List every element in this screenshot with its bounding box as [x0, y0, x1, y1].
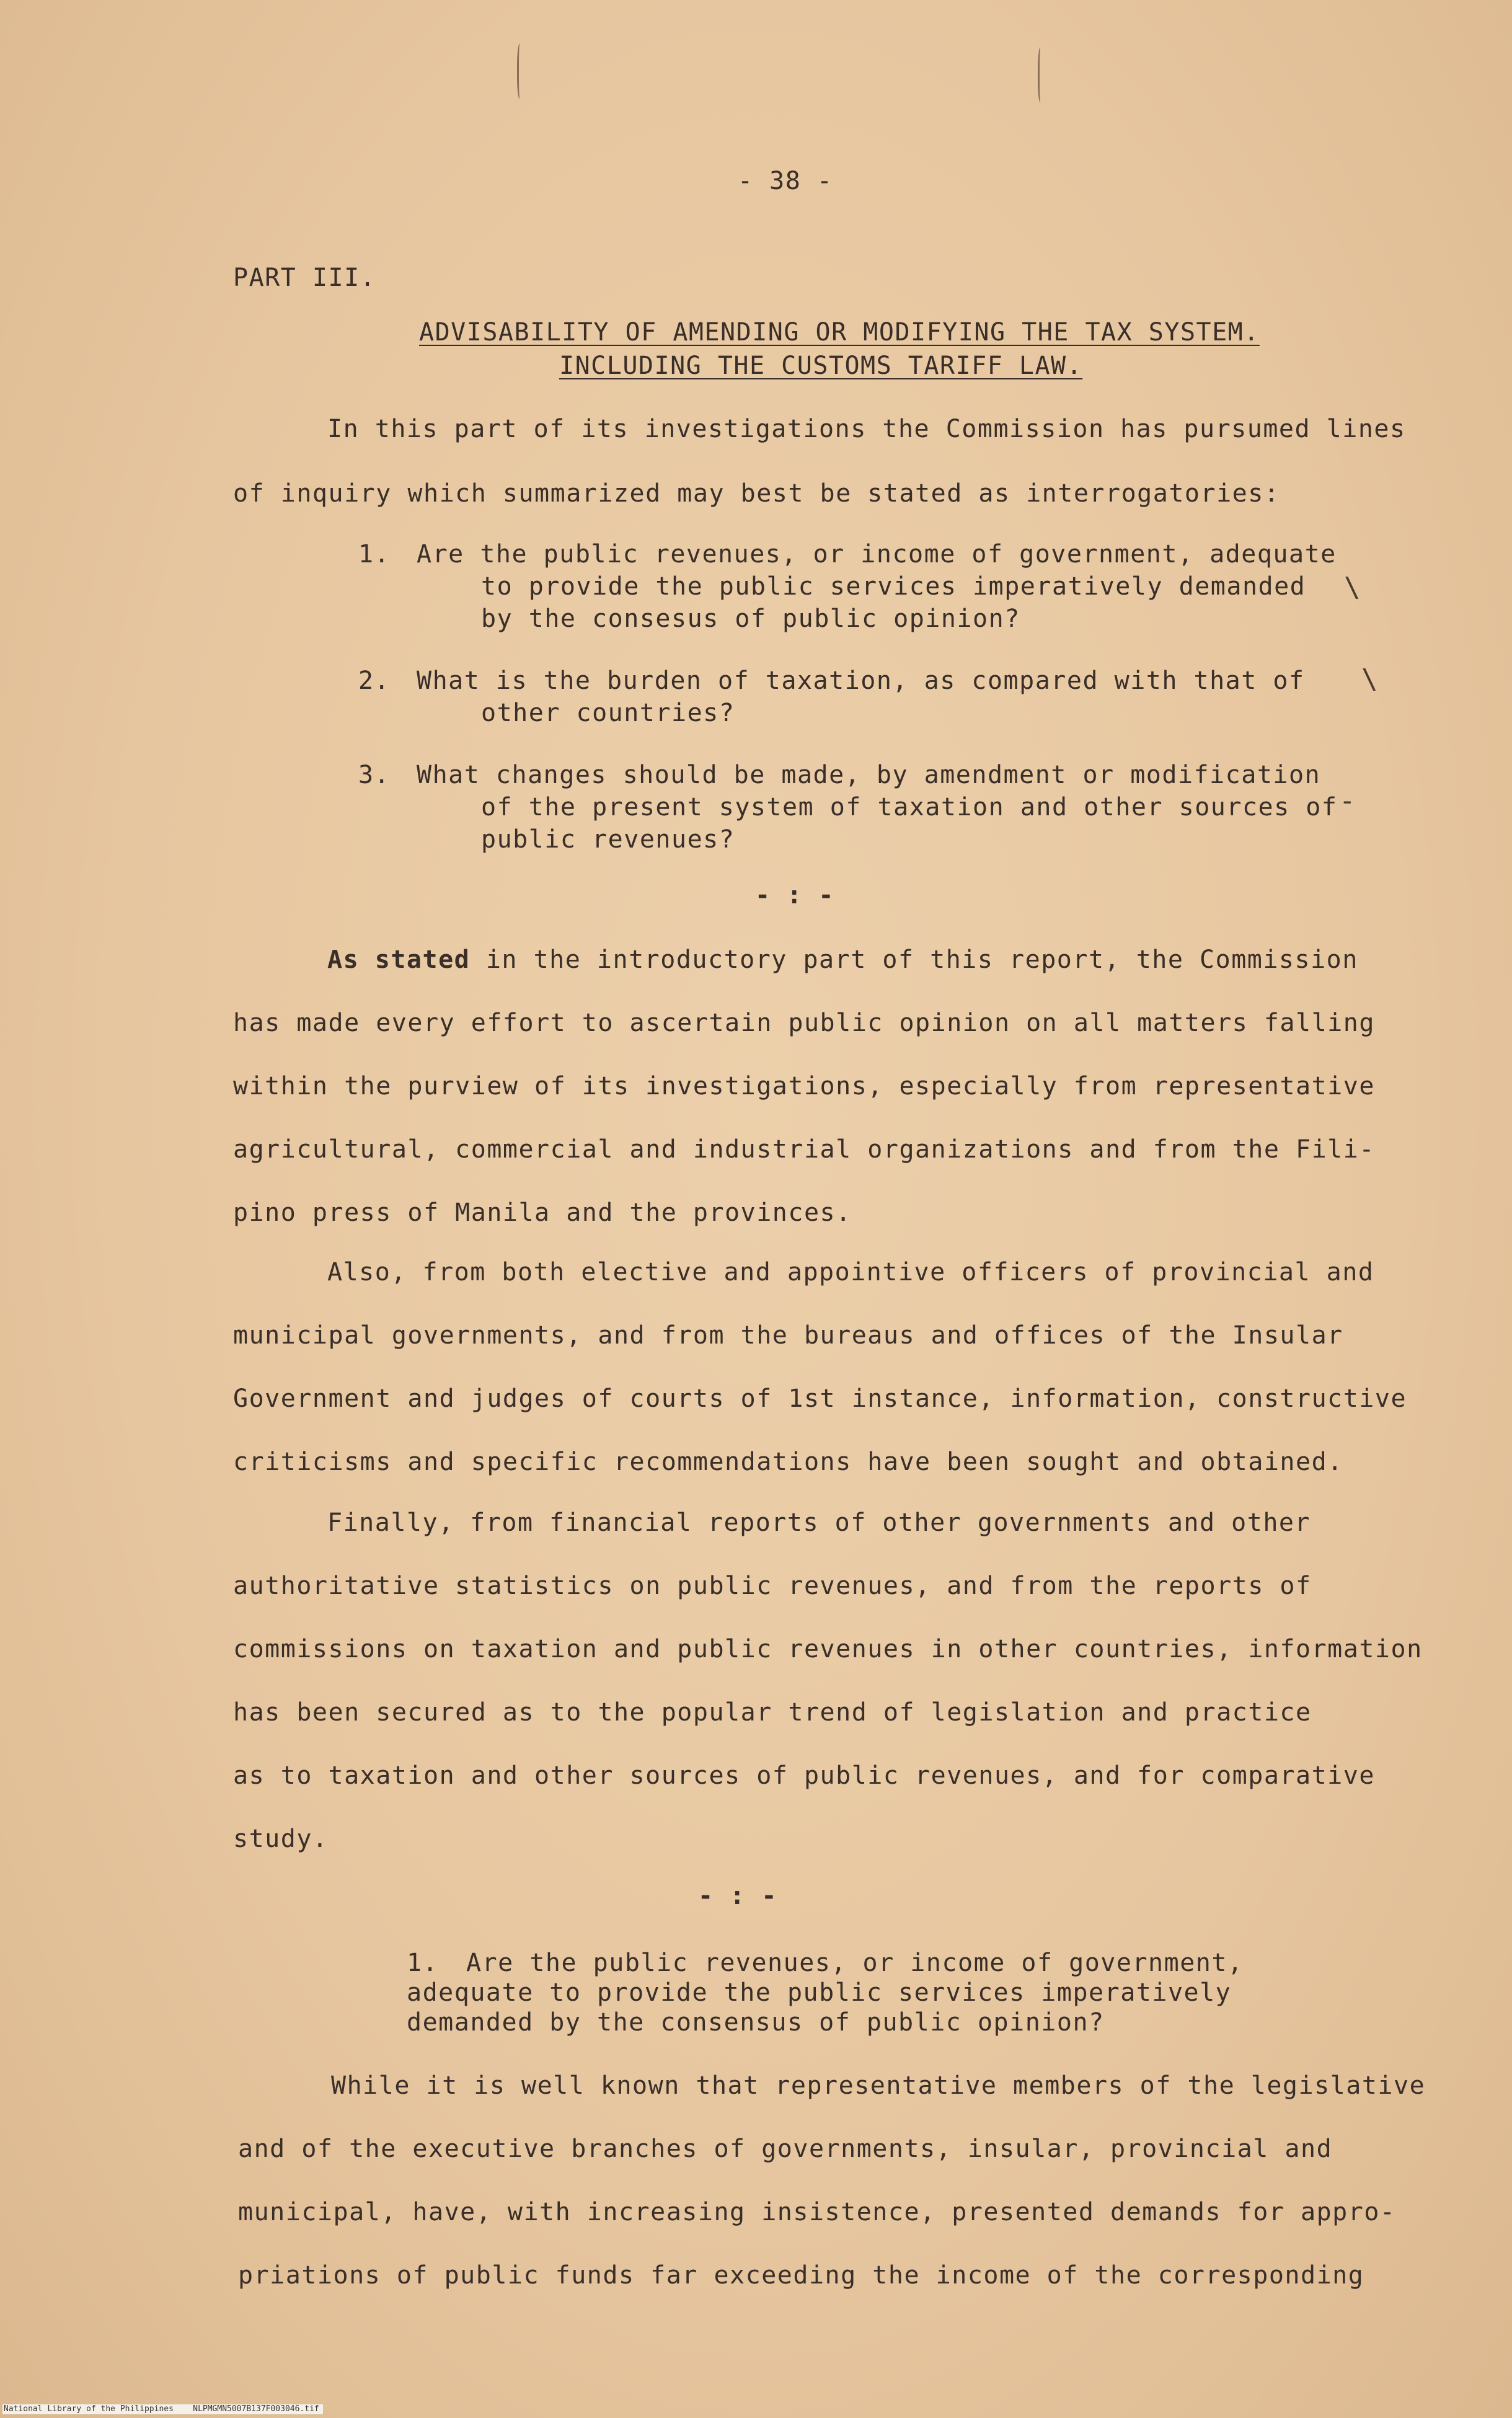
section-question-line: demanded by the consensus of public opinion?	[407, 2008, 1105, 2037]
body-line: municipal governments, and from the bureaus and offices of the Insular	[233, 1321, 1343, 1350]
question-line: What is the burden of taxation, as compared with that of	[417, 666, 1305, 695]
paragraph-lead: As stated	[327, 946, 471, 974]
intro-line: of inquiry which summarized may best be stated as interrogatories:	[233, 479, 1280, 508]
question-line: to provide the public services imperatively demanded	[481, 572, 1306, 601]
question-number: 2.	[358, 666, 391, 695]
archive-footer: National Library of the Philippines NLPMGMN5007B137F003046.tif	[2, 2404, 323, 2414]
question-line: by the consesus of public opinion?	[481, 604, 1020, 633]
question-line: other countries?	[481, 699, 735, 727]
body-line: has been secured as to the popular trend of legislation and practice	[233, 1698, 1312, 1727]
question-number: 3.	[358, 761, 391, 789]
margin-tick-mark: \	[1361, 663, 1378, 695]
page-number: - 38 -	[738, 167, 833, 195]
section-question-line: adequate to provide the public services imperatively	[407, 1978, 1232, 2007]
section-question-number: 1.	[407, 1949, 439, 1977]
body-line: Also, from both elective and appointive officers of provincial and	[327, 1258, 1374, 1286]
punch-hole-right	[1038, 47, 1045, 103]
heading-line-1: ADVISABILITY OF AMENDING OR MODIFYING THE TAX SYSTEM.	[419, 318, 1260, 347]
question-line: of the present system of taxation and other sources of	[481, 793, 1338, 822]
body-line: priations of public funds far exceeding the income of the corresponding	[238, 2261, 1364, 2290]
body-line	[327, 945, 1358, 975]
body-line: municipal, have, with increasing insistence, presented demands for appro-	[238, 2198, 1396, 2226]
body-line: Government and judges of courts of 1st instance, information, constructive	[233, 1384, 1407, 1413]
intro-line: In this part of its investigations the Commission has pursumed lines	[327, 415, 1406, 443]
body-line: has made every effort to ascertain public opinion on all matters falling	[233, 1009, 1375, 1037]
body-line: within the purview of its investigations, especially from representative	[233, 1072, 1375, 1100]
question-line: public revenues?	[481, 825, 735, 854]
question-line: Are the public revenues, or income of government, adequate	[417, 540, 1337, 569]
separator: - : -	[755, 881, 834, 910]
body-line: authoritative statistics on public revenues, and from the reports of	[233, 1572, 1312, 1600]
body-line: and of the executive branches of governments, insular, provincial and	[238, 2135, 1333, 2163]
body-line: criticisms and specific recommendations have been sought and obtained.	[233, 1448, 1343, 1476]
paragraph-text: in the introductory part of this report, the Commission	[470, 946, 1358, 974]
section-question-line: Are the public revenues, or income of government,	[466, 1949, 1244, 1977]
part-label: PART III.	[233, 264, 376, 292]
margin-tick-mark: -	[1339, 785, 1356, 817]
question-line: What changes should be made, by amendment or modification	[417, 761, 1321, 789]
separator: - : -	[698, 1882, 777, 1910]
body-line: pino press of Manila and the provinces.	[233, 1198, 852, 1227]
body-line: study.	[233, 1825, 329, 1853]
body-line: Finally, from financial reports of other governments and other	[327, 1508, 1311, 1537]
heading-line-2: INCLUDING THE CUSTOMS TARIFF LAW.	[559, 352, 1083, 380]
body-line: as to taxation and other sources of public revenues, and for comparative	[233, 1761, 1375, 1790]
body-line: agricultural, commercial and industrial organizations and from the Fili-	[233, 1135, 1375, 1164]
question-number: 1.	[358, 540, 391, 569]
body-line: While it is well known that representative members of the legislative	[331, 2071, 1426, 2100]
margin-tick-mark: \	[1344, 572, 1361, 603]
punch-hole-left	[517, 43, 524, 99]
body-line: commissions on taxation and public revenues in other countries, information	[233, 1635, 1423, 1663]
